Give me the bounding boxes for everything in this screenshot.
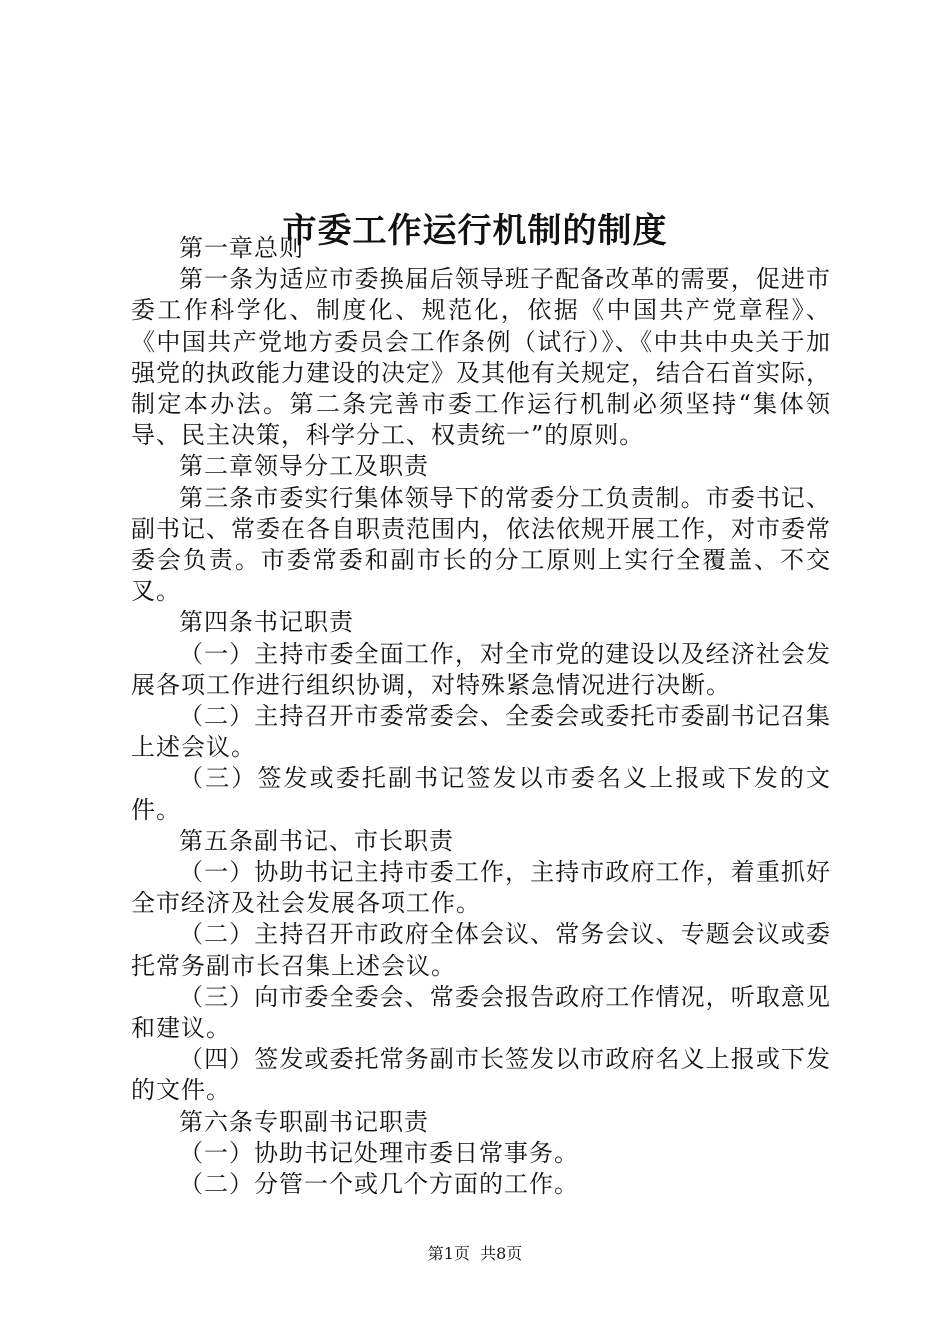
paragraph-article-6: 第六条专职副书记职责 <box>179 1107 429 1136</box>
paragraph-article-1: 第一条为适应市委换届后领导班子配备改革的需要，促进市委工作科学化、制度化、规范化，依据《中国共产党章程》、《中国共产党地方委员会工作条例（试行）》、《中共中央关于加强党的执政能力建设的决定》及其他有关规定，结合石首实际，制定本办法。第二条完善市委工作运行机制必须坚持“集体领导、民主决策，科学分工、权责统一”的原则。 <box>131 265 831 450</box>
paragraph-article-5-item-2: （二）主持召开市政府全体会议、常务会议、专题会议或委托常务副市长召集上述会议。 <box>131 920 831 980</box>
paragraph-article-4-item-2: （二）主持召开市委常委会、全委会或委托市委副书记召集上述会议。 <box>131 702 831 762</box>
document-body <box>131 233 831 1200</box>
paragraph-article-5-item-4: （四）签发或委托常务副市长签发以市政府名义上报或下发的文件。 <box>131 1045 831 1105</box>
paragraph-article-6-item-2: （二）分管一个或几个方面的工作。 <box>179 1170 579 1199</box>
paragraph-article-4-item-3: （三）签发或委托副书记签发以市委名义上报或下发的文件。 <box>131 764 831 824</box>
document-title: 市委工作运行机制的制度 <box>282 210 668 251</box>
paragraph-article-6-item-1: （一）协助书记处理市委日常事务。 <box>179 1138 579 1167</box>
paragraph-article-4: 第四条书记职责 <box>179 608 354 637</box>
paragraph-article-4-item-1: （一）主持市委全面工作，对全市党的建设以及经济社会发展各项工作进行组织协调，对特殊紧急情况进行决断。 <box>131 639 831 699</box>
paragraph-article-5: 第五条副书记、市长职责 <box>179 826 454 855</box>
page-number: 第1页 <box>427 1244 470 1263</box>
page-footer <box>0 1244 950 1264</box>
paragraph-chapter-2: 第二章领导分工及职责 <box>179 452 429 481</box>
paragraph-article-5-item-3: （三）向市委全委会、常委会报告政府工作情况，听取意见和建议。 <box>131 982 831 1043</box>
paragraph-chapter-1: 第一章总则 <box>179 234 304 262</box>
paragraph-article-5-item-1: （一）协助书记主持市委工作，主持市政府工作，着重抓好全市经济及社会发展各项工作。 <box>131 858 831 918</box>
page-total: 共8页 <box>480 1244 523 1263</box>
paragraph-article-3: 第三条市委实行集体领导下的常委分工负责制。市委书记、副书记、常委在各自职责范围内，依法依规开展工作，对市委常委会负责。市委常委和副市长的分工原则上实行全覆盖、不交叉。 <box>131 483 831 606</box>
